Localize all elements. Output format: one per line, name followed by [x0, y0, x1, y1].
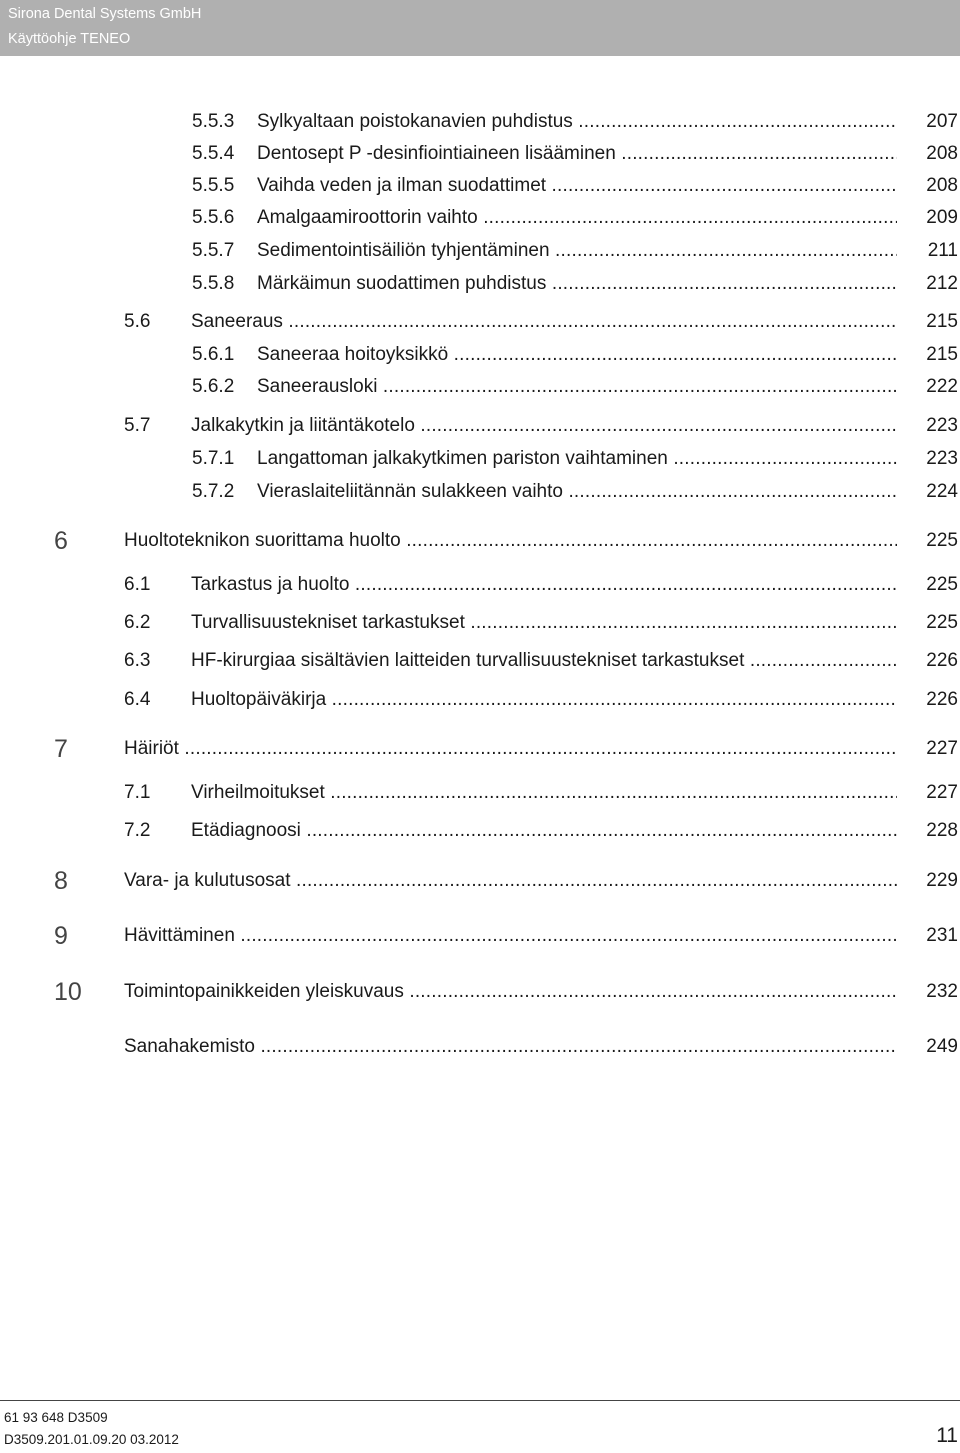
toc-page-number: 224: [926, 481, 958, 502]
toc-entry[interactable]: [0, 106, 960, 138]
toc-page-number: 225: [926, 612, 958, 633]
toc-entry[interactable]: [0, 733, 960, 765]
section-number: 5.7.1: [192, 448, 235, 469]
toc-page-number: 208: [926, 175, 958, 196]
toc-title: Hävittäminen .....: [124, 920, 897, 952]
section-number: 5.7.2: [192, 481, 235, 502]
company-name: Sirona Dental Systems GmbH: [8, 6, 202, 22]
toc-page-number: 226: [926, 650, 958, 671]
toc-entry[interactable]: [0, 170, 960, 202]
section-number: 5.5.4: [192, 143, 235, 164]
toc-title: Toimintopainikkeiden yleiskuvaus .....: [124, 976, 897, 1008]
section-number: 6.3: [124, 650, 151, 671]
toc-entry[interactable]: [0, 268, 960, 300]
toc-title: Etädiagnoosi .....: [191, 815, 897, 847]
toc-title: Häiriöt .....: [124, 733, 897, 765]
toc-title: Märkäimun suodattimen puhdistus .....: [257, 268, 897, 300]
manual-title: Käyttöohje TENEO: [8, 31, 131, 47]
toc-title: Jalkakytkin ja liitäntäkotelo .....: [191, 410, 897, 442]
section-number: 5.5.3: [192, 111, 235, 132]
toc-entry[interactable]: [0, 865, 960, 897]
toc-page-number: 231: [926, 925, 958, 946]
toc-page-number: 227: [926, 738, 958, 759]
toc-entry[interactable]: [0, 410, 960, 442]
toc-entry[interactable]: [0, 476, 960, 508]
section-number: 5.6.2: [192, 376, 235, 397]
toc-title: HF-kirurgiaa sisältävien laitteiden turvallisuustekniset tarkastukset .....: [191, 645, 897, 677]
toc-title: Sedimentointisäiliön tyhjentäminen .....: [257, 235, 897, 267]
toc-title: Saneerausloki .....: [257, 371, 897, 403]
toc-page-number: 228: [926, 820, 958, 841]
toc-title: Amalgaamiroottorin vaihto .....: [257, 202, 897, 234]
toc-page-number: 225: [926, 530, 958, 551]
toc-page-number: 225: [926, 574, 958, 595]
section-number: 5.7: [124, 415, 151, 436]
toc-page-number: 215: [926, 311, 958, 332]
page-header: [0, 0, 960, 56]
toc-entry[interactable]: [0, 645, 960, 677]
toc-page-number: 209: [926, 207, 958, 228]
toc-page-number: 227: [926, 782, 958, 803]
toc-title: Vaihda veden ja ilman suodattimet .....: [257, 170, 897, 202]
section-number: 5.6: [124, 311, 151, 332]
toc-entry[interactable]: [0, 1031, 960, 1063]
toc-entry[interactable]: [0, 815, 960, 847]
toc-page-number: 223: [926, 448, 958, 469]
toc-page-number: 223: [926, 415, 958, 436]
toc-page-number: 211: [927, 240, 958, 261]
chapter-number: 7: [54, 735, 68, 763]
toc-entry[interactable]: [0, 443, 960, 475]
toc-page-number: 226: [926, 689, 958, 710]
chapter-number: 6: [54, 527, 68, 555]
toc-page-number: 222: [926, 376, 958, 397]
toc-title: Virheilmoitukset .....: [191, 777, 897, 809]
toc-title: Saneeraus .....: [191, 306, 897, 338]
toc-title: Langattoman jalkakytkimen pariston vaihtaminen .....: [257, 443, 897, 475]
toc-title: Sylkyaltaan poistokanavien puhdistus .....: [257, 106, 897, 138]
toc-entry[interactable]: [0, 306, 960, 338]
toc-entry[interactable]: [0, 920, 960, 952]
document-number: 61 93 648 D3509: [4, 1410, 108, 1425]
toc-title: Vieraslaiteliitännän sulakkeen vaihto .....: [257, 476, 897, 508]
toc-title: Vara- ja kulutusosat .....: [124, 865, 897, 897]
toc-entry[interactable]: [0, 777, 960, 809]
section-number: 7.2: [124, 820, 151, 841]
toc-entry[interactable]: [0, 371, 960, 403]
toc-page-number: 207: [926, 111, 958, 132]
toc-page-number: 215: [926, 344, 958, 365]
chapter-number: 10: [54, 978, 82, 1006]
footer-divider: [0, 1400, 960, 1401]
section-number: 5.5.5: [192, 175, 235, 196]
section-number: 7.1: [124, 782, 151, 803]
chapter-number: 9: [54, 922, 68, 950]
toc-entry[interactable]: [0, 684, 960, 716]
page-number: 11: [936, 1424, 958, 1447]
section-number: 5.5.6: [192, 207, 235, 228]
toc-entry[interactable]: [0, 339, 960, 371]
toc-title: Sanahakemisto .....: [124, 1031, 897, 1063]
section-number: 5.5.7: [192, 240, 235, 261]
toc-entry[interactable]: [0, 235, 960, 267]
document-code: D3509.201.01.09.20 03.2012: [4, 1432, 179, 1447]
toc-page-number: 232: [926, 981, 958, 1002]
section-number: 6.2: [124, 612, 151, 633]
toc-entry[interactable]: [0, 569, 960, 601]
toc-page-number: 249: [926, 1036, 958, 1057]
section-number: 6.1: [124, 574, 151, 595]
toc-entry[interactable]: [0, 138, 960, 170]
chapter-number: 8: [54, 867, 68, 895]
toc-entry[interactable]: [0, 607, 960, 639]
toc-title: Tarkastus ja huolto .....: [191, 569, 897, 601]
toc-page-number: 229: [926, 870, 958, 891]
section-number: 5.5.8: [192, 273, 235, 294]
section-number: 6.4: [124, 689, 151, 710]
toc-title: Huoltopäiväkirja .....: [191, 684, 897, 716]
toc-entry[interactable]: [0, 525, 960, 557]
toc-title: Saneeraa hoitoyksikkö .....: [257, 339, 897, 371]
section-number: 5.6.1: [192, 344, 235, 365]
toc-page-number: 208: [926, 143, 958, 164]
toc-title: Huoltoteknikon suorittama huolto .....: [124, 525, 897, 557]
toc-entry[interactable]: [0, 202, 960, 234]
toc-page-number: 212: [926, 273, 958, 294]
toc-title: Turvallisuustekniset tarkastukset .....: [191, 607, 897, 639]
toc-title: Dentosept P -desinfiointiaineen lisääminen .....: [257, 138, 897, 170]
toc-entry[interactable]: [0, 976, 960, 1008]
